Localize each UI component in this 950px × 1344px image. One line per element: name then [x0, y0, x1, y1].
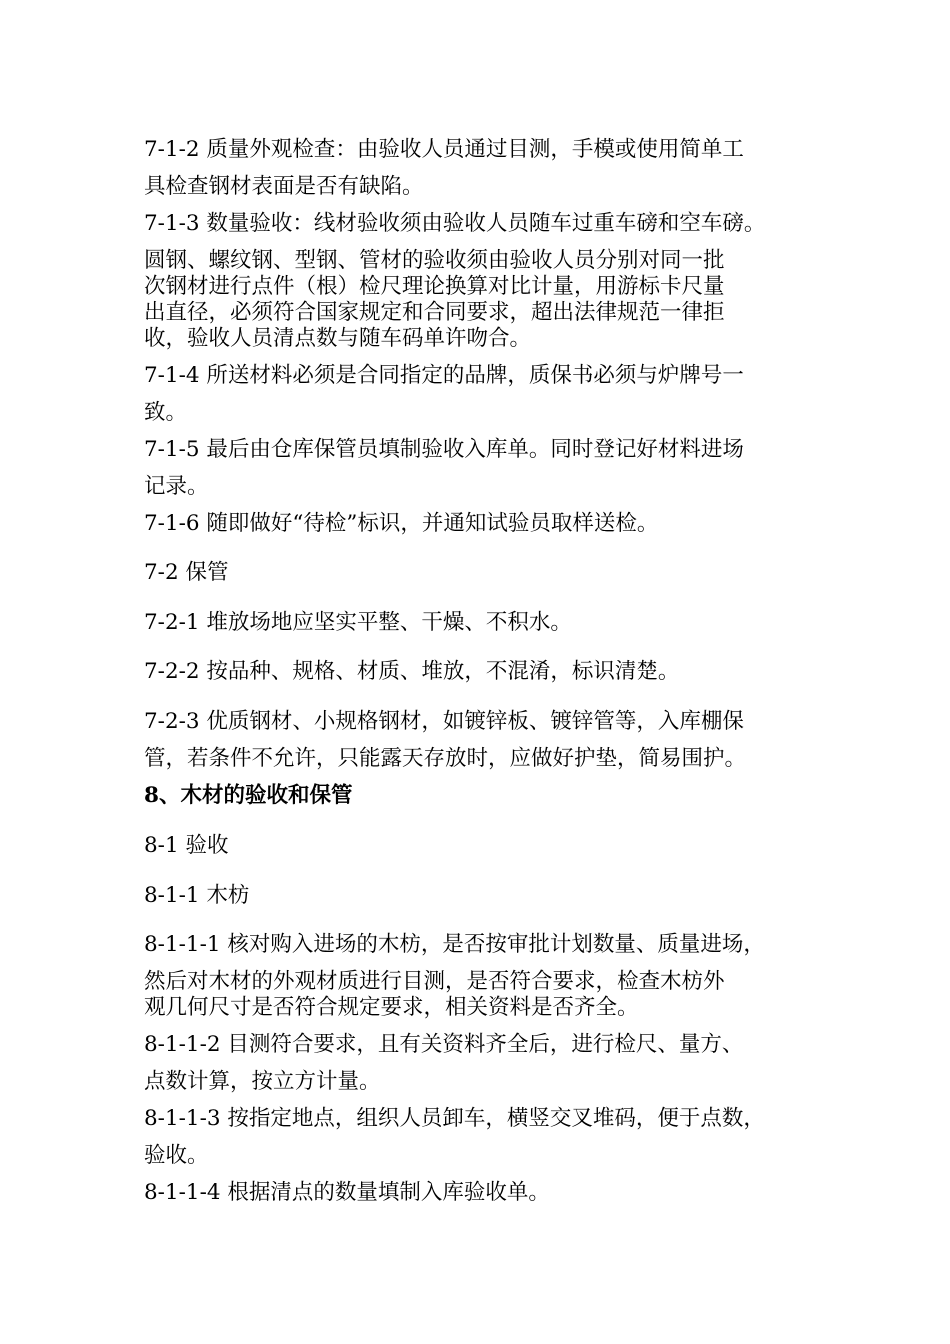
text-line: 圆钢、螺纹钢、型钢、管材的验收须由验收人员分别对同一批: [144, 248, 725, 273]
text-line: 致。: [144, 400, 188, 425]
text-line: 8-1-1-1 核对购入进场的木枋，是否按审批计划数量、质量进场，: [144, 932, 765, 957]
text-line: 然后对木材的外观材质进行目测，是否符合要求，检查木枋外: [144, 969, 725, 994]
text-line: 7-2-3 优质钢材、小规格钢材，如镀锌板、镀锌管等，入库棚保: [144, 709, 744, 734]
section-heading: 7-2 保管: [144, 560, 229, 585]
text-line: 观几何尺寸是否符合规定要求，相关资料是否齐全。: [144, 995, 639, 1020]
text-line: 7-1-2 质量外观检查：由验收人员通过目测，手模或使用简单工: [144, 137, 744, 162]
section-heading: 8-1-1 木枋: [144, 883, 250, 908]
text-line: 7-1-3 数量验收：线材验收须由验收人员随车过重车磅和空车磅。: [144, 211, 766, 236]
text-line: 8-1-1-3 按指定地点，组织人员卸车，横竖交叉堆码，便于点数，: [144, 1106, 765, 1131]
text-line: 8-1-1-4 根据清点的数量填制入库验收单。: [144, 1180, 550, 1205]
text-line: 8-1-1-2 目测符合要求，且有关资料齐全后，进行检尺、量方、: [144, 1032, 744, 1057]
text-line: 出直径，必须符合国家规定和合同要求，超出法律规范一律拒: [144, 300, 725, 325]
chapter-heading: 8、木材的验收和保管: [144, 783, 353, 808]
text-line: 点数计算，按立方计量。: [144, 1069, 381, 1094]
text-line: 具检查钢材表面是否有缺陷。: [144, 174, 424, 199]
text-line: 7-2-1 堆放场地应坚实平整、干燥、不积水。: [144, 610, 572, 635]
text-line: 记录。: [144, 474, 209, 499]
text-line: 7-1-4 所送材料必须是合同指定的品牌，质保书必须与炉牌号一: [144, 363, 744, 388]
text-line: 7-1-5 最后由仓库保管员填制验收入库单。同时登记好材料进场: [144, 437, 744, 462]
text-line: 7-1-6 随即做好“待检”标识，并通知试验员取样送检。: [144, 511, 659, 536]
text-line: 管，若条件不允许，只能露天存放时，应做好护垫，简易围护。: [144, 746, 747, 771]
text-line: 收，验收人员清点数与随车码单许吻合。: [144, 326, 532, 351]
text-line: 验收。: [144, 1143, 209, 1168]
section-heading: 8-1 验收: [144, 833, 229, 858]
text-line: 次钢材进行点件（根）检尺理论换算对比计量，用游标卡尺量: [144, 274, 725, 299]
text-line: 7-2-2 按品种、规格、材质、堆放，不混淆，标识清楚。: [144, 659, 680, 684]
